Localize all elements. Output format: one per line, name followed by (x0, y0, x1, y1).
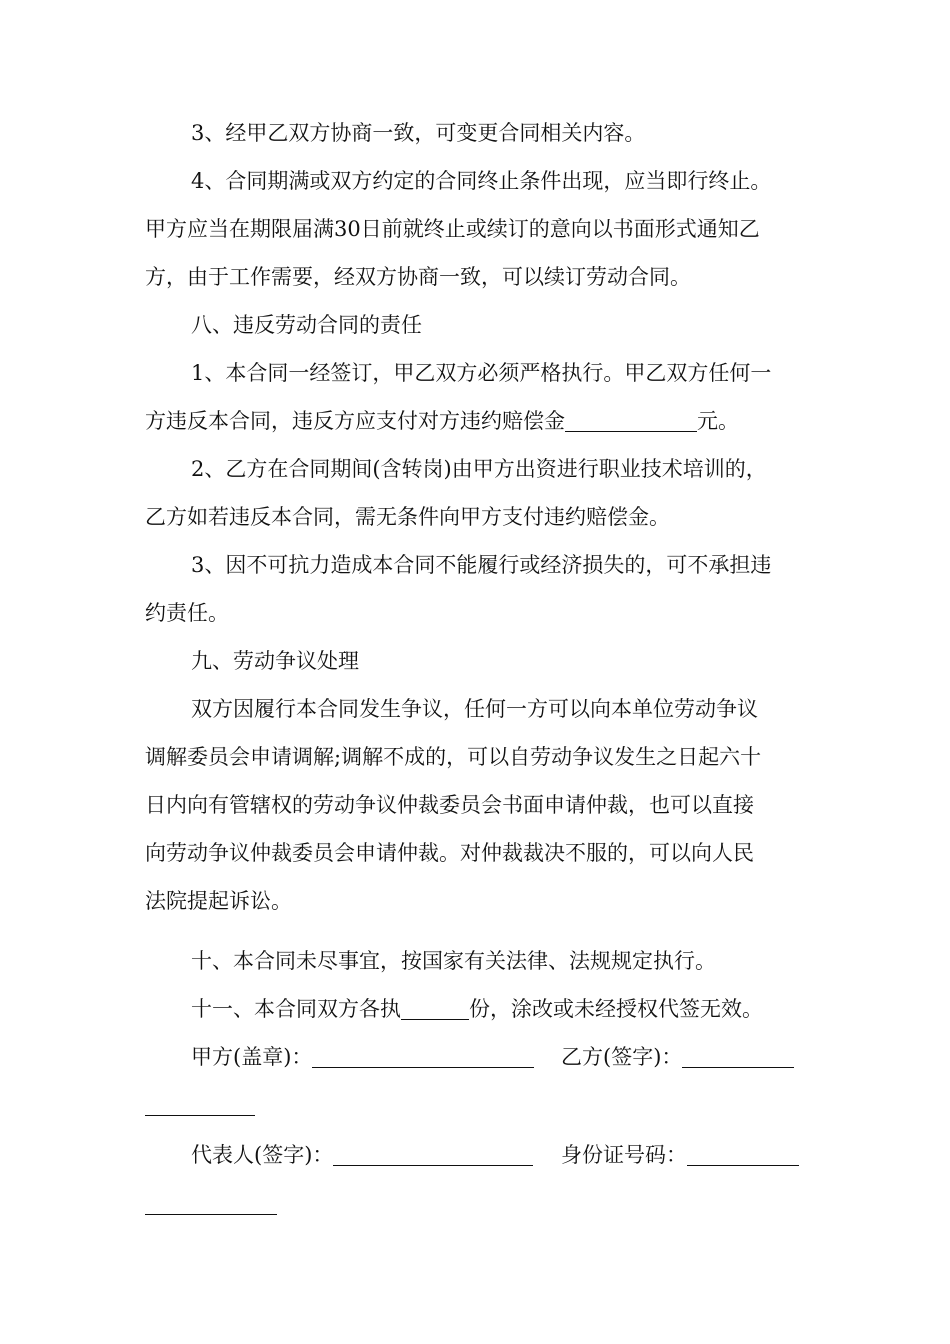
party-a-seal-label: 甲方(盖章)： (191, 1045, 313, 1069)
section-9-line-1: 双方因履行本合同发生争议，任何一方可以向本单位劳动争议 (191, 697, 758, 721)
clause-8-1-text: 方违反本合同，违反方应支付对方违约赔偿金 (145, 409, 565, 433)
section-11 (191, 994, 763, 1024)
section-9-line-4: 向劳动争议仲裁委员会申请仲裁。对仲裁裁决不服的，可以向人民 (145, 841, 754, 865)
section-11-suffix: 份，涂改或未经授权代签无效。 (469, 997, 763, 1021)
section-9-line-3: 日内向有管辖权的劳动争议仲裁委员会书面申请仲裁，也可以直接 (145, 793, 754, 817)
section-8-heading: 八、违反劳动合同的责任 (191, 313, 422, 337)
clause-7-3: 3、经甲乙双方协商一致，可变更合同相关内容。 (191, 121, 646, 145)
clause-8-3-line-2: 约责任。 (145, 601, 229, 625)
id-number-blank-continued[interactable] (145, 1214, 277, 1215)
clause-8-1-line-2 (145, 406, 739, 436)
clause-8-3-line-1: 3、因不可抗力造成本合同不能履行或经济损失的，可不承担违 (191, 553, 772, 577)
clause-8-2-line-1: 2、乙方在合同期间(含转岗)由甲方出资进行职业技术培训的， (191, 457, 767, 481)
clause-7-4-line-1: 4、合同期满或双方约定的合同终止条件出现，应当即行终止。 (191, 169, 772, 193)
party-a-seal-blank[interactable] (312, 1047, 534, 1068)
penalty-amount-blank[interactable] (565, 411, 697, 432)
section-9-line-2: 调解委员会申请调解;调解不成的，可以自劳动争议发生之日起六十 (145, 745, 762, 769)
clause-8-1-unit: 元。 (697, 409, 739, 433)
id-number-label: 身份证号码： (561, 1143, 687, 1167)
representative-row (191, 1140, 533, 1170)
party-b-sign-blank-continued[interactable] (145, 1115, 255, 1116)
party-b-sign-label: 乙方(签字)： (561, 1045, 683, 1069)
representative-label: 代表人(签字)： (191, 1143, 334, 1167)
party-a-seal-row (191, 1042, 534, 1072)
party-b-sign-row (561, 1042, 794, 1072)
section-9-line-5: 法院提起诉讼。 (145, 889, 292, 913)
id-number-row (561, 1140, 799, 1170)
section-9-heading: 九、劳动争议处理 (191, 649, 359, 673)
section-11-text: 十一、本合同双方各执 (191, 997, 401, 1021)
clause-7-4-line-2: 甲方应当在期限届满30日前就终止或续订的意向以书面形式通知乙 (145, 217, 760, 241)
clause-7-4-line-3: 方，由于工作需要，经双方协商一致，可以续订劳动合同。 (145, 265, 691, 289)
copies-blank[interactable] (401, 999, 469, 1020)
representative-sign-blank[interactable] (333, 1145, 533, 1166)
clause-8-2-line-2: 乙方如若违反本合同，需无条件向甲方支付违约赔偿金。 (145, 505, 670, 529)
id-number-blank[interactable] (687, 1145, 799, 1166)
section-10: 十、本合同未尽事宜，按国家有关法律、法规规定执行。 (191, 949, 716, 973)
party-b-sign-blank[interactable] (682, 1047, 794, 1068)
clause-8-1-line-1: 1、本合同一经签订，甲乙双方必须严格执行。甲乙双方任何一 (191, 361, 772, 385)
